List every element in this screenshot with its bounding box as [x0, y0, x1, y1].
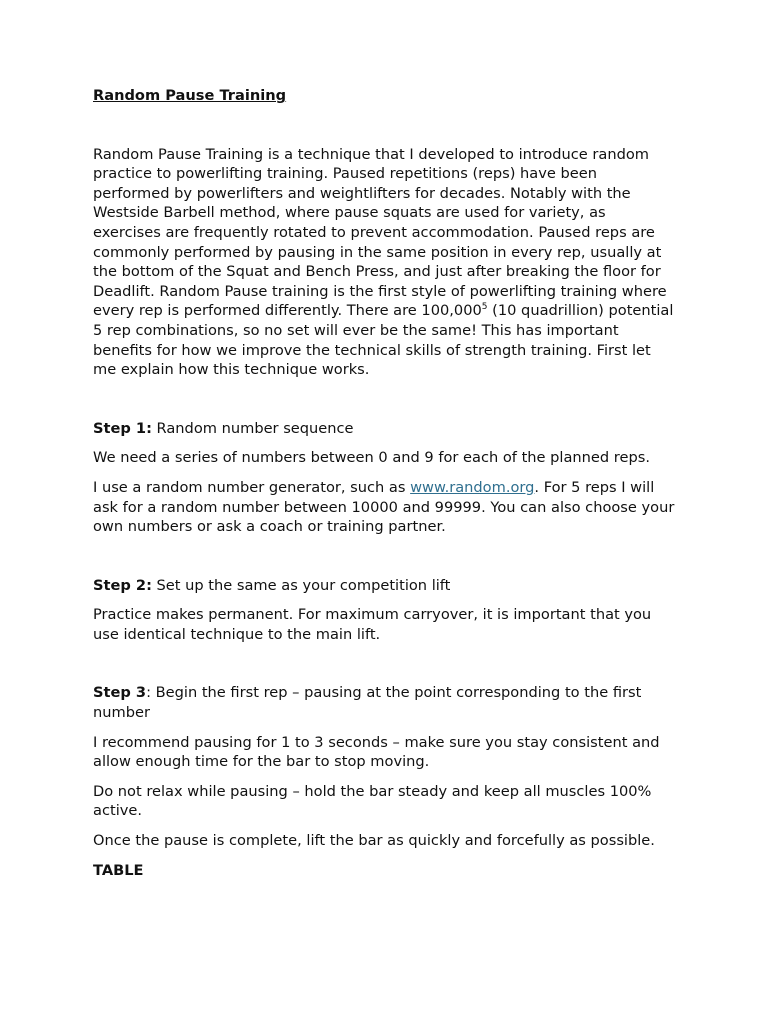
- step3-paragraph-3: Once the pause is complete, lift the bar as quickly and forcefully as possible.: [93, 832, 655, 850]
- step1-label: Step 1:: [93, 419, 152, 437]
- table-label: TABLE: [93, 861, 144, 879]
- intro-text-part2: (10 quadrillion) potential 5 rep combinations, so no set will ever be the same! This has important benefits for how we improve the technical skills of strength training. First let me explain how this technique works.: [93, 302, 674, 379]
- step1-paragraph-2: [93, 478, 678, 537]
- step2-paragraph-1: Practice makes permanent. For maximum carryover, it is important that you use identical technique to the main lift.: [93, 606, 652, 643]
- step1-p2-after: . For 5 reps I will ask for a random number between 10000 and 99999. You can also choose your own numbers or ask a coach or training partner.: [93, 478, 675, 536]
- intro-text-part1: Random Pause Training is a technique that I developed to introduce random practice to powerlifting training. Paused repetitions (reps) have been performed by powerlifters and weightlifters for decades. Notably with the Westside Barbell method, where pause squats are used for variety, as exercises are frequently rotated to prevent accommodation. Paused reps are commonly performed by pausing in the same position in every rep, usually at the bottom of the Squat and Bench Press, and just after breaking the floor for Deadlift. Random Pause training is the first style of powerlifting training where every rep is performed differently. There are 100,000: [93, 145, 667, 320]
- step3-label: Step 3: [93, 684, 147, 702]
- step1-heading-text: Random number sequence: [151, 419, 354, 437]
- step3-paragraph-2: Do not relax while pausing – hold the bar steady and keep all muscles 100% active.: [93, 782, 652, 820]
- document-page: [93, 86, 678, 880]
- random-org-link[interactable]: www.random.org: [410, 478, 535, 496]
- step1-p2-before: I use a random number generator, such as: [93, 478, 411, 496]
- step2-heading-text: Set up the same as your competition lift: [151, 576, 451, 594]
- step3-paragraph-1: I recommend pausing for 1 to 3 seconds – make sure you stay consistent and allow enough time for the bar to stop moving.: [93, 733, 660, 771]
- intro-superscript: 5: [481, 302, 488, 313]
- step3-heading-text: : Begin the first rep – pausing at the point corresponding to the first number: [93, 684, 642, 722]
- intro-paragraph: [93, 145, 678, 380]
- document-title: Random Pause Training: [93, 87, 287, 104]
- step2-heading: [93, 576, 678, 596]
- step1-paragraph-1: We need a series of numbers between 0 and 9 for each of the planned reps.: [93, 449, 650, 467]
- step2-label: Step 2:: [93, 576, 152, 594]
- step3-heading: [93, 683, 678, 722]
- step1-heading: [93, 419, 678, 439]
